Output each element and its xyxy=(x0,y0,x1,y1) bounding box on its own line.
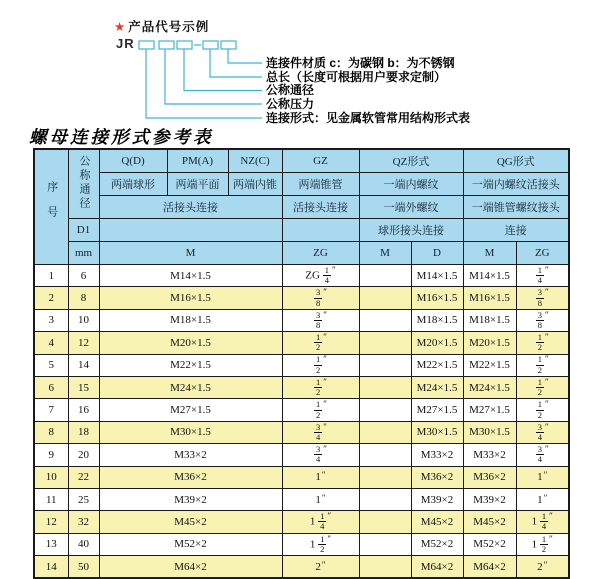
cell-qg-zg: 1 $\frac{1}{4}$ ″ xyxy=(516,511,569,533)
cell-dn: 8 xyxy=(68,287,99,309)
cell-qg-zg: $\frac{3}{8}$ ″ xyxy=(516,309,569,331)
cell-qz-m xyxy=(359,399,411,421)
header-m-label: M xyxy=(99,242,282,265)
cell-seq: 5 xyxy=(34,354,68,376)
cell-qz-m xyxy=(359,287,411,309)
cell-dn: 10 xyxy=(68,309,99,331)
cell-qg-m: M33×2 xyxy=(463,444,516,466)
header-col-nz: NZ(C) xyxy=(228,149,282,173)
table-row xyxy=(34,421,569,443)
cell-qg-zg: 2″ xyxy=(516,556,569,579)
header-nz-desc: 两端内锥 xyxy=(228,173,282,196)
header-qg-zg: ZG xyxy=(516,242,569,265)
table-body xyxy=(34,265,569,579)
table-row xyxy=(34,511,569,533)
cell-qz-d: M22×1.5 xyxy=(411,354,463,376)
header-union-gz: 活接头连接 xyxy=(282,196,359,219)
cell-qz-d: M16×1.5 xyxy=(411,287,463,309)
cell-dn: 16 xyxy=(68,399,99,421)
header-mm: mm xyxy=(68,242,99,265)
header-qg-desc1: 一端内螺纹活接头 xyxy=(463,173,569,196)
cell-m: M64×2 xyxy=(99,556,282,579)
cell-m: M27×1.5 xyxy=(99,399,282,421)
cell-m: M36×2 xyxy=(99,466,282,488)
cell-qg-m: M36×2 xyxy=(463,466,516,488)
cell-qz-d: M24×1.5 xyxy=(411,376,463,398)
table-title: 螺母连接形式参考表 xyxy=(29,127,214,147)
cell-qg-zg: $\frac{1}{2}$ ″ xyxy=(516,399,569,421)
header-col-qg: QG形式 xyxy=(463,149,569,173)
table-row xyxy=(34,444,569,466)
header-blank-gz xyxy=(282,219,359,242)
cell-gz: 2″ xyxy=(282,556,359,579)
header-qz-m: M xyxy=(359,242,411,265)
cell-qg-m: M64×2 xyxy=(463,556,516,579)
cell-qg-zg: 1″ xyxy=(516,466,569,488)
cell-qz-d: M36×2 xyxy=(411,466,463,488)
header-qz-desc1: 一端内螺纹 xyxy=(359,173,463,196)
callout-connection-form: 连接形式：见金属软管常用结构形式表 xyxy=(266,110,471,125)
cell-gz: 1 $\frac{1}{2}$ ″ xyxy=(282,533,359,555)
table-row xyxy=(34,332,569,354)
cell-dn: 15 xyxy=(68,376,99,398)
cell-m: M52×2 xyxy=(99,533,282,555)
cell-dn: 14 xyxy=(68,354,99,376)
cell-gz: $\frac{3}{8}$ ″ xyxy=(282,309,359,331)
cell-qg-m: M14×1.5 xyxy=(463,265,516,287)
cell-m: M30×1.5 xyxy=(99,421,282,443)
cell-gz: ZG $\frac{1}{4}$ ″ xyxy=(282,265,359,287)
cell-qz-m xyxy=(359,511,411,533)
callout-pressure: 公称压力 xyxy=(266,96,315,111)
cell-qz-d: M64×2 xyxy=(411,556,463,579)
cell-m: M20×1.5 xyxy=(99,332,282,354)
cell-seq: 8 xyxy=(34,421,68,443)
cell-seq: 14 xyxy=(34,556,68,579)
table-row xyxy=(34,265,569,287)
cell-dn: 50 xyxy=(68,556,99,579)
cell-seq: 13 xyxy=(34,533,68,555)
callout-length: 总长（长度可根据用户要求定制） xyxy=(266,69,447,84)
cell-seq: 3 xyxy=(34,309,68,331)
cell-qg-zg: $\frac{3}{8}$ ″ xyxy=(516,287,569,309)
table-row xyxy=(34,488,569,510)
cell-gz: $\frac{3}{8}$ ″ xyxy=(282,287,359,309)
cell-qz-d: M52×2 xyxy=(411,533,463,555)
callout-material: 连接件材质 c：为碳钢 b：为不锈钢 xyxy=(266,55,455,70)
cell-seq: 2 xyxy=(34,287,68,309)
cell-gz: 1″ xyxy=(282,466,359,488)
cell-gz: $\frac{3}{4}$ ″ xyxy=(282,421,359,443)
cell-qg-zg: $\frac{1}{2}$ ″ xyxy=(516,376,569,398)
cell-qz-m xyxy=(359,444,411,466)
callout-diameter: 公称通径 xyxy=(266,83,315,97)
cell-qz-d: M14×1.5 xyxy=(411,265,463,287)
cell-qg-m: M18×1.5 xyxy=(463,309,516,331)
cell-qz-d: M20×1.5 xyxy=(411,332,463,354)
cell-qz-m xyxy=(359,556,411,579)
table-row xyxy=(34,354,569,376)
header-pm-desc: 两端平面 xyxy=(167,173,228,196)
cell-seq: 12 xyxy=(34,511,68,533)
table-row xyxy=(34,556,569,579)
cell-qg-m: M52×2 xyxy=(463,533,516,555)
cell-qg-m: M39×2 xyxy=(463,488,516,510)
header-zg-label: ZG xyxy=(282,242,359,265)
cell-qz-d: M33×2 xyxy=(411,444,463,466)
header-col-pm: PM(A) xyxy=(167,149,228,173)
header-col-gz: GZ xyxy=(282,149,359,173)
cell-seq: 10 xyxy=(34,466,68,488)
cell-seq: 6 xyxy=(34,376,68,398)
table-row xyxy=(34,533,569,555)
cell-qg-m: M30×1.5 xyxy=(463,421,516,443)
cell-gz: $\frac{1}{2}$ ″ xyxy=(282,399,359,421)
cell-m: M22×1.5 xyxy=(99,354,282,376)
header-qz-desc2: 一端外螺纹 xyxy=(359,196,463,219)
cell-qz-d: M27×1.5 xyxy=(411,399,463,421)
table-row xyxy=(34,287,569,309)
cell-qg-m: M24×1.5 xyxy=(463,376,516,398)
cell-gz: 1 $\frac{1}{4}$ ″ xyxy=(282,511,359,533)
callout-lines xyxy=(146,49,262,118)
cell-qz-m xyxy=(359,376,411,398)
header-qg-desc2: 一端锥管螺纹接头 xyxy=(463,196,569,219)
header-gz-desc: 两端锥管 xyxy=(282,173,359,196)
header-qg-m: M xyxy=(463,242,516,265)
cell-qz-d: M39×2 xyxy=(411,488,463,510)
cell-m: M14×1.5 xyxy=(99,265,282,287)
cell-dn: 22 xyxy=(68,466,99,488)
header-seq: 序号 xyxy=(34,149,68,265)
cell-seq: 7 xyxy=(34,399,68,421)
cell-m: M18×1.5 xyxy=(99,309,282,331)
cell-qz-d: M45×2 xyxy=(411,511,463,533)
legend-title-text: 产品代号示例 xyxy=(128,20,210,34)
cell-qg-zg: $\frac{1}{4}$ ″ xyxy=(516,265,569,287)
cell-qz-m xyxy=(359,265,411,287)
cell-dn: 25 xyxy=(68,488,99,510)
table-row xyxy=(34,376,569,398)
cell-gz: 1″ xyxy=(282,488,359,510)
cell-qz-m xyxy=(359,309,411,331)
header-diameter: 公称通径 xyxy=(68,149,99,219)
header-d1: D1 xyxy=(68,219,99,242)
cell-m: M24×1.5 xyxy=(99,376,282,398)
cell-qg-m: M20×1.5 xyxy=(463,332,516,354)
cell-qg-zg: $\frac{1}{2}$ ″ xyxy=(516,354,569,376)
cell-gz: $\frac{1}{2}$ ″ xyxy=(282,376,359,398)
cell-m: M39×2 xyxy=(99,488,282,510)
nut-connection-reference-table xyxy=(33,148,570,579)
header-qg-desc3: 连接 xyxy=(463,219,569,242)
cell-qg-zg: $\frac{3}{4}$ ″ xyxy=(516,421,569,443)
cell-dn: 6 xyxy=(68,265,99,287)
cell-qz-m xyxy=(359,332,411,354)
cell-qg-zg: 1 $\frac{1}{2}$ ″ xyxy=(516,533,569,555)
cell-qg-zg: $\frac{1}{2}$ ″ xyxy=(516,332,569,354)
cell-dn: 12 xyxy=(68,332,99,354)
cell-gz: $\frac{1}{2}$ ″ xyxy=(282,354,359,376)
code-boxes xyxy=(139,41,236,49)
table-row xyxy=(34,399,569,421)
cell-qz-m xyxy=(359,421,411,443)
header-col-q: Q(D) xyxy=(99,149,167,173)
cell-m: M33×2 xyxy=(99,444,282,466)
cell-dn: 40 xyxy=(68,533,99,555)
cell-m: M16×1.5 xyxy=(99,287,282,309)
cell-qg-m: M16×1.5 xyxy=(463,287,516,309)
cell-qg-zg: 1″ xyxy=(516,488,569,510)
cell-gz: $\frac{1}{2}$ ″ xyxy=(282,332,359,354)
header-qz-desc3: 球形接头连接 xyxy=(359,219,463,242)
header-q-desc: 两端球形 xyxy=(99,173,167,196)
cell-dn: 20 xyxy=(68,444,99,466)
cell-qz-m xyxy=(359,354,411,376)
cell-qg-m: M22×1.5 xyxy=(463,354,516,376)
cell-dn: 32 xyxy=(68,511,99,533)
cell-qz-d: M30×1.5 xyxy=(411,421,463,443)
cell-seq: 1 xyxy=(34,265,68,287)
header-col-qz: QZ形式 xyxy=(359,149,463,173)
cell-seq: 11 xyxy=(34,488,68,510)
cell-qz-m xyxy=(359,488,411,510)
header-qz-d: D xyxy=(411,242,463,265)
table-row xyxy=(34,466,569,488)
star-icon: ★ xyxy=(114,20,127,34)
cell-seq: 4 xyxy=(34,332,68,354)
cell-qz-m xyxy=(359,466,411,488)
table-row xyxy=(34,309,569,331)
header-blank-left xyxy=(99,219,282,242)
table-header xyxy=(34,149,569,265)
header-union-left: 活接头连接 xyxy=(99,196,282,219)
cell-seq: 9 xyxy=(34,444,68,466)
cell-gz: $\frac{3}{4}$ ″ xyxy=(282,444,359,466)
cell-qg-zg: $\frac{3}{4}$ ″ xyxy=(516,444,569,466)
cell-dn: 18 xyxy=(68,421,99,443)
cell-qg-m: M27×1.5 xyxy=(463,399,516,421)
cell-qz-m xyxy=(359,533,411,555)
cell-qg-m: M45×2 xyxy=(463,511,516,533)
cell-m: M45×2 xyxy=(99,511,282,533)
product-code-prefix: JR xyxy=(116,36,135,51)
legend-title xyxy=(114,17,209,35)
cell-qz-d: M18×1.5 xyxy=(411,309,463,331)
